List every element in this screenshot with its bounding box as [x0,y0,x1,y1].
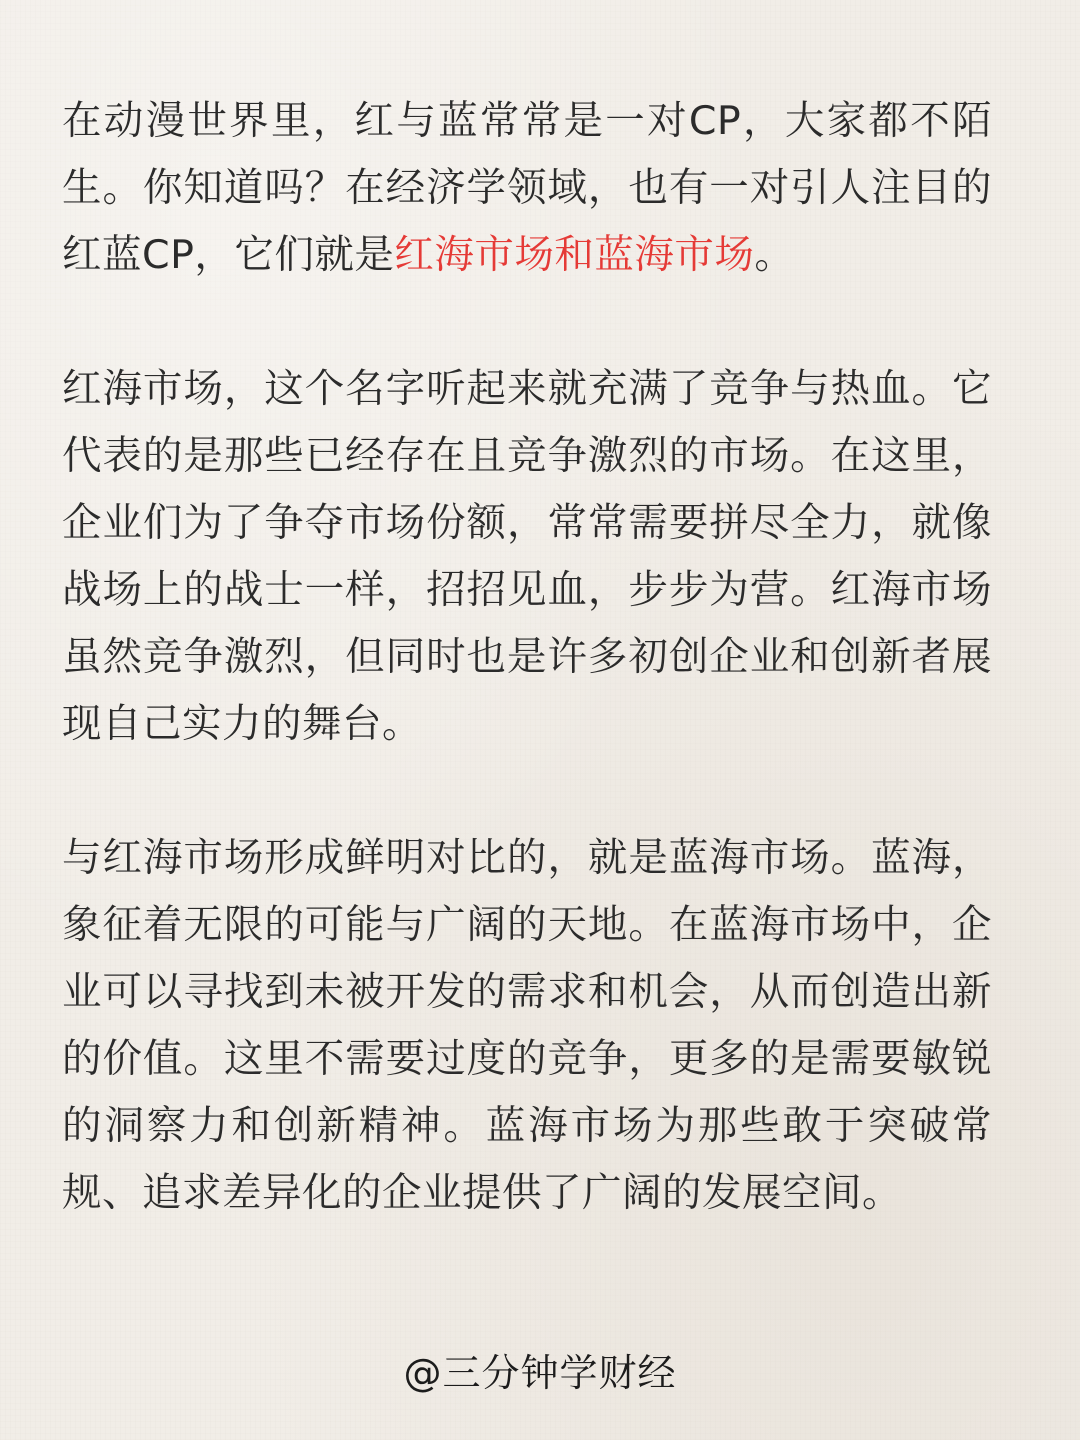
paragraph-red-ocean: 红海市场，这个名字听起来就充满了竞争与热血。它代表的是那些已经存在且竞争激烈的市场。在这里，企业们为了争夺市场份额，常常需要拼尽全力，就像战场上的战士一样，招招见血，步步为营。红海市场虽然竞争激烈，但同时也是许多初创企业和创新者展现自己实力的舞台。 [62,366,992,747]
highlighted-term: 红海市场和蓝海市场 [394,232,755,278]
paragraph-blue-ocean: 与红海市场形成鲜明对比的，就是蓝海市场。蓝海，象征着无限的可能与广阔的天地。在蓝海市场中，企业可以寻找到未被开发的需求和机会，从而创造出新的价值。这里不需要过度的竞争，更多的是需要敏锐的洞察力和创新精神。蓝海市场为那些敢于突破常规、追求差异化的企业提供了广阔的发展空间。 [62,835,992,1216]
paragraph-intro [62,88,992,289]
intro-text: 在动漫世界里，红与蓝常常是一对CP，大家都不陌生。你知道吗？在经济学领域，也有一对引人注目的红蓝CP，它们就是 [62,98,992,278]
author-signature: @三分钟学财经 [403,1351,677,1395]
intro-end: 。 [754,232,795,278]
article-body [62,88,992,1227]
